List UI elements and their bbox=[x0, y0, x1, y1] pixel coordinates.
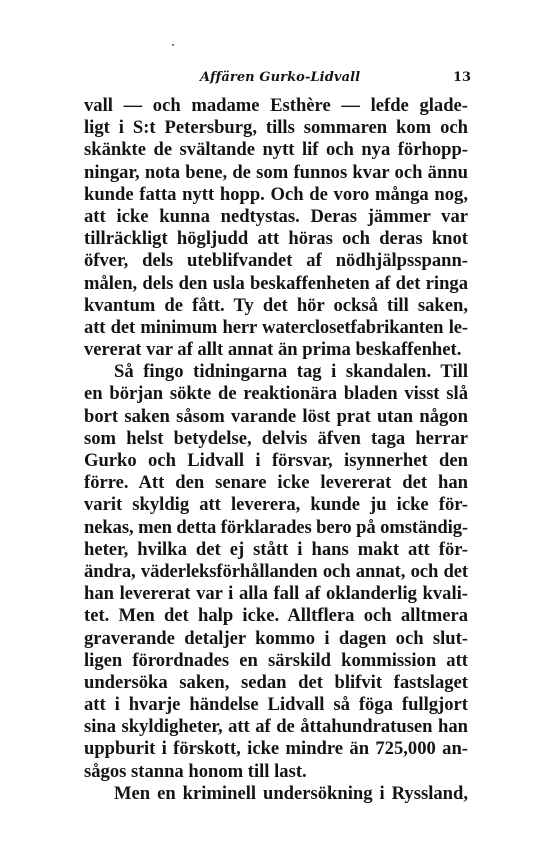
text-line: att det minimum herr waterclosetfabrikanten le- bbox=[84, 316, 468, 338]
text-line: målen, dels den usla beskaffenheten af det ringa bbox=[84, 272, 468, 294]
text-line: nekas, men detta förklarades bero på omständig- bbox=[84, 516, 468, 538]
text-line: öfver, dels uteblifvandet af nödhjälpsspann- bbox=[84, 250, 468, 272]
text-line: vall — och madame Esthère — lefde glade- bbox=[84, 95, 468, 116]
text-line: att icke kunna nedtystas. Deras jämmer var bbox=[84, 205, 468, 227]
text-line: graverande detaljer kommo i dagen och slut- bbox=[84, 627, 468, 649]
running-header-title: Affären Gurko-Lidvall bbox=[200, 70, 361, 85]
text-line: sågos stanna honom till last. bbox=[84, 760, 307, 782]
text-line: ändra, väderleksförhållanden och annat, och det bbox=[84, 560, 468, 582]
text-line: bort saken såsom varande löst prat utan någon bbox=[84, 405, 468, 427]
text-line: vererat var af allt annat än prima beskaffenhet. bbox=[84, 339, 462, 361]
body-text bbox=[84, 95, 468, 805]
text-line: att i hvarje händelse Lidvall så föga fullgjort bbox=[84, 694, 468, 716]
text-line: en början sökte de reaktionära bladen visst slå bbox=[84, 383, 468, 405]
text-line: kvantum de fått. Ty det hör också till saken, bbox=[84, 294, 468, 316]
text-line: ligt i S:t Petersburg, tills sommaren kom och bbox=[84, 117, 468, 139]
text-line: förre. Att den senare icke levererat det han bbox=[84, 472, 468, 494]
text-line: skänkte de svältande nytt lif och nya förhopp- bbox=[84, 139, 468, 161]
print-speck bbox=[172, 44, 174, 46]
text-line: undersöka saken, sedan det blifvit fastslaget bbox=[84, 671, 468, 693]
text-line: varit skyldig att leverera, kunde ju icke för- bbox=[84, 494, 468, 516]
text-line: ligen förordnades en särskild kommission att bbox=[84, 649, 468, 671]
text-line: han levererat var i alla fall af oklanderlig kvali- bbox=[84, 583, 468, 605]
paragraph-first-line: Så fingo tidningarna tag i skandalen. Till bbox=[114, 361, 468, 383]
text-line: heter, hvilka det ej stått i hans makt att för- bbox=[84, 538, 468, 560]
page-number: 13 bbox=[453, 70, 472, 85]
paragraph-first-line: Men en kriminell undersökning i Ryssland, bbox=[114, 782, 468, 804]
text-line: tet. Men det halp icke. Alltflera och alltmera bbox=[84, 605, 468, 627]
text-line: som helst betydelse, delvis äfven taga herrar bbox=[84, 427, 468, 449]
text-line: ningar, nota bene, de som funnos kvar och ännu bbox=[84, 161, 468, 183]
text-line: uppburit i förskott, icke mindre än 725,000 an- bbox=[84, 738, 468, 760]
text-line: tillräckligt högljudd att höras och deras knot bbox=[84, 228, 468, 250]
text-line: Gurko och Lidvall i försvar, isynnerhet den bbox=[84, 450, 468, 471]
text-line: kunde fatta nytt hopp. Och de voro många nog, bbox=[84, 183, 468, 205]
text-line: sina skyldigheter, att af de åttahundratusen han bbox=[84, 716, 468, 738]
